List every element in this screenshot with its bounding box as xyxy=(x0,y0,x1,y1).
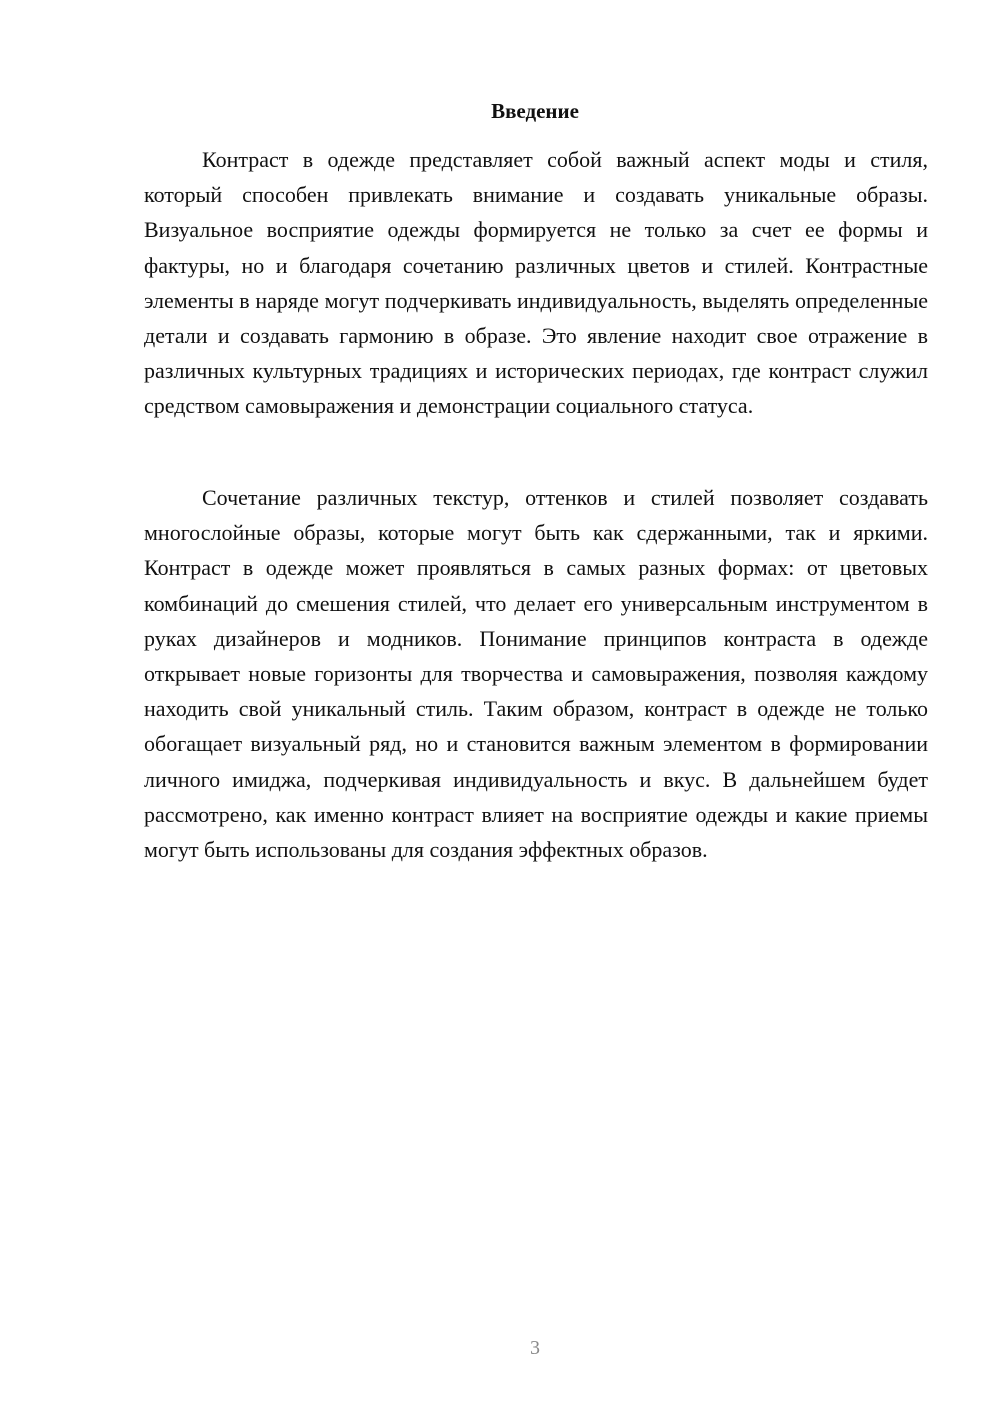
page-number: 3 xyxy=(530,1337,540,1359)
body-paragraph-2: Сочетание различных текстур, оттенков и стилей позволяет создавать многослойные образы, которые могут быть как сдержанными, так и яркими. Контраст в одежде может проявляться в самых разных формах: от цветовых комбинаций до смешения стилей, что делает его универсальным инструментом в руках дизайнеров и модников. Понимание принципов контраста в одежде открывает новые горизонты для творчества и самовыражения, позволяя каждому находить свой уникальный стиль. Таким образом, контраст в одежде не только обогащает визуальный ряд, но и становится важным элементом в формировании личного имиджа, подчеркивая индивидуальность и вкус. В дальнейшем будет рассмотрено, как именно контраст влияет на восприятие одежды и какие приемы могут быть использованы для создания эффектных образов. xyxy=(144,485,928,863)
section-heading: Введение xyxy=(491,99,579,123)
body-paragraph-1: Контраст в одежде представляет собой важный аспект моды и стиля, который способен привлекать внимание и создавать уникальные образы. Визуальное восприятие одежды формируется не только за счет ее формы и фактуры, но и благодаря сочетанию различных цветов и стилей. Контрастные элементы в наряде могут подчеркивать индивидуальность, выделять определенные детали и создавать гармонию в образе. Это явление находит свое отражение в различных культурных традициях и исторических периодах, где контраст служил средством самовыражения и демонстрации социального статуса. xyxy=(144,147,928,419)
